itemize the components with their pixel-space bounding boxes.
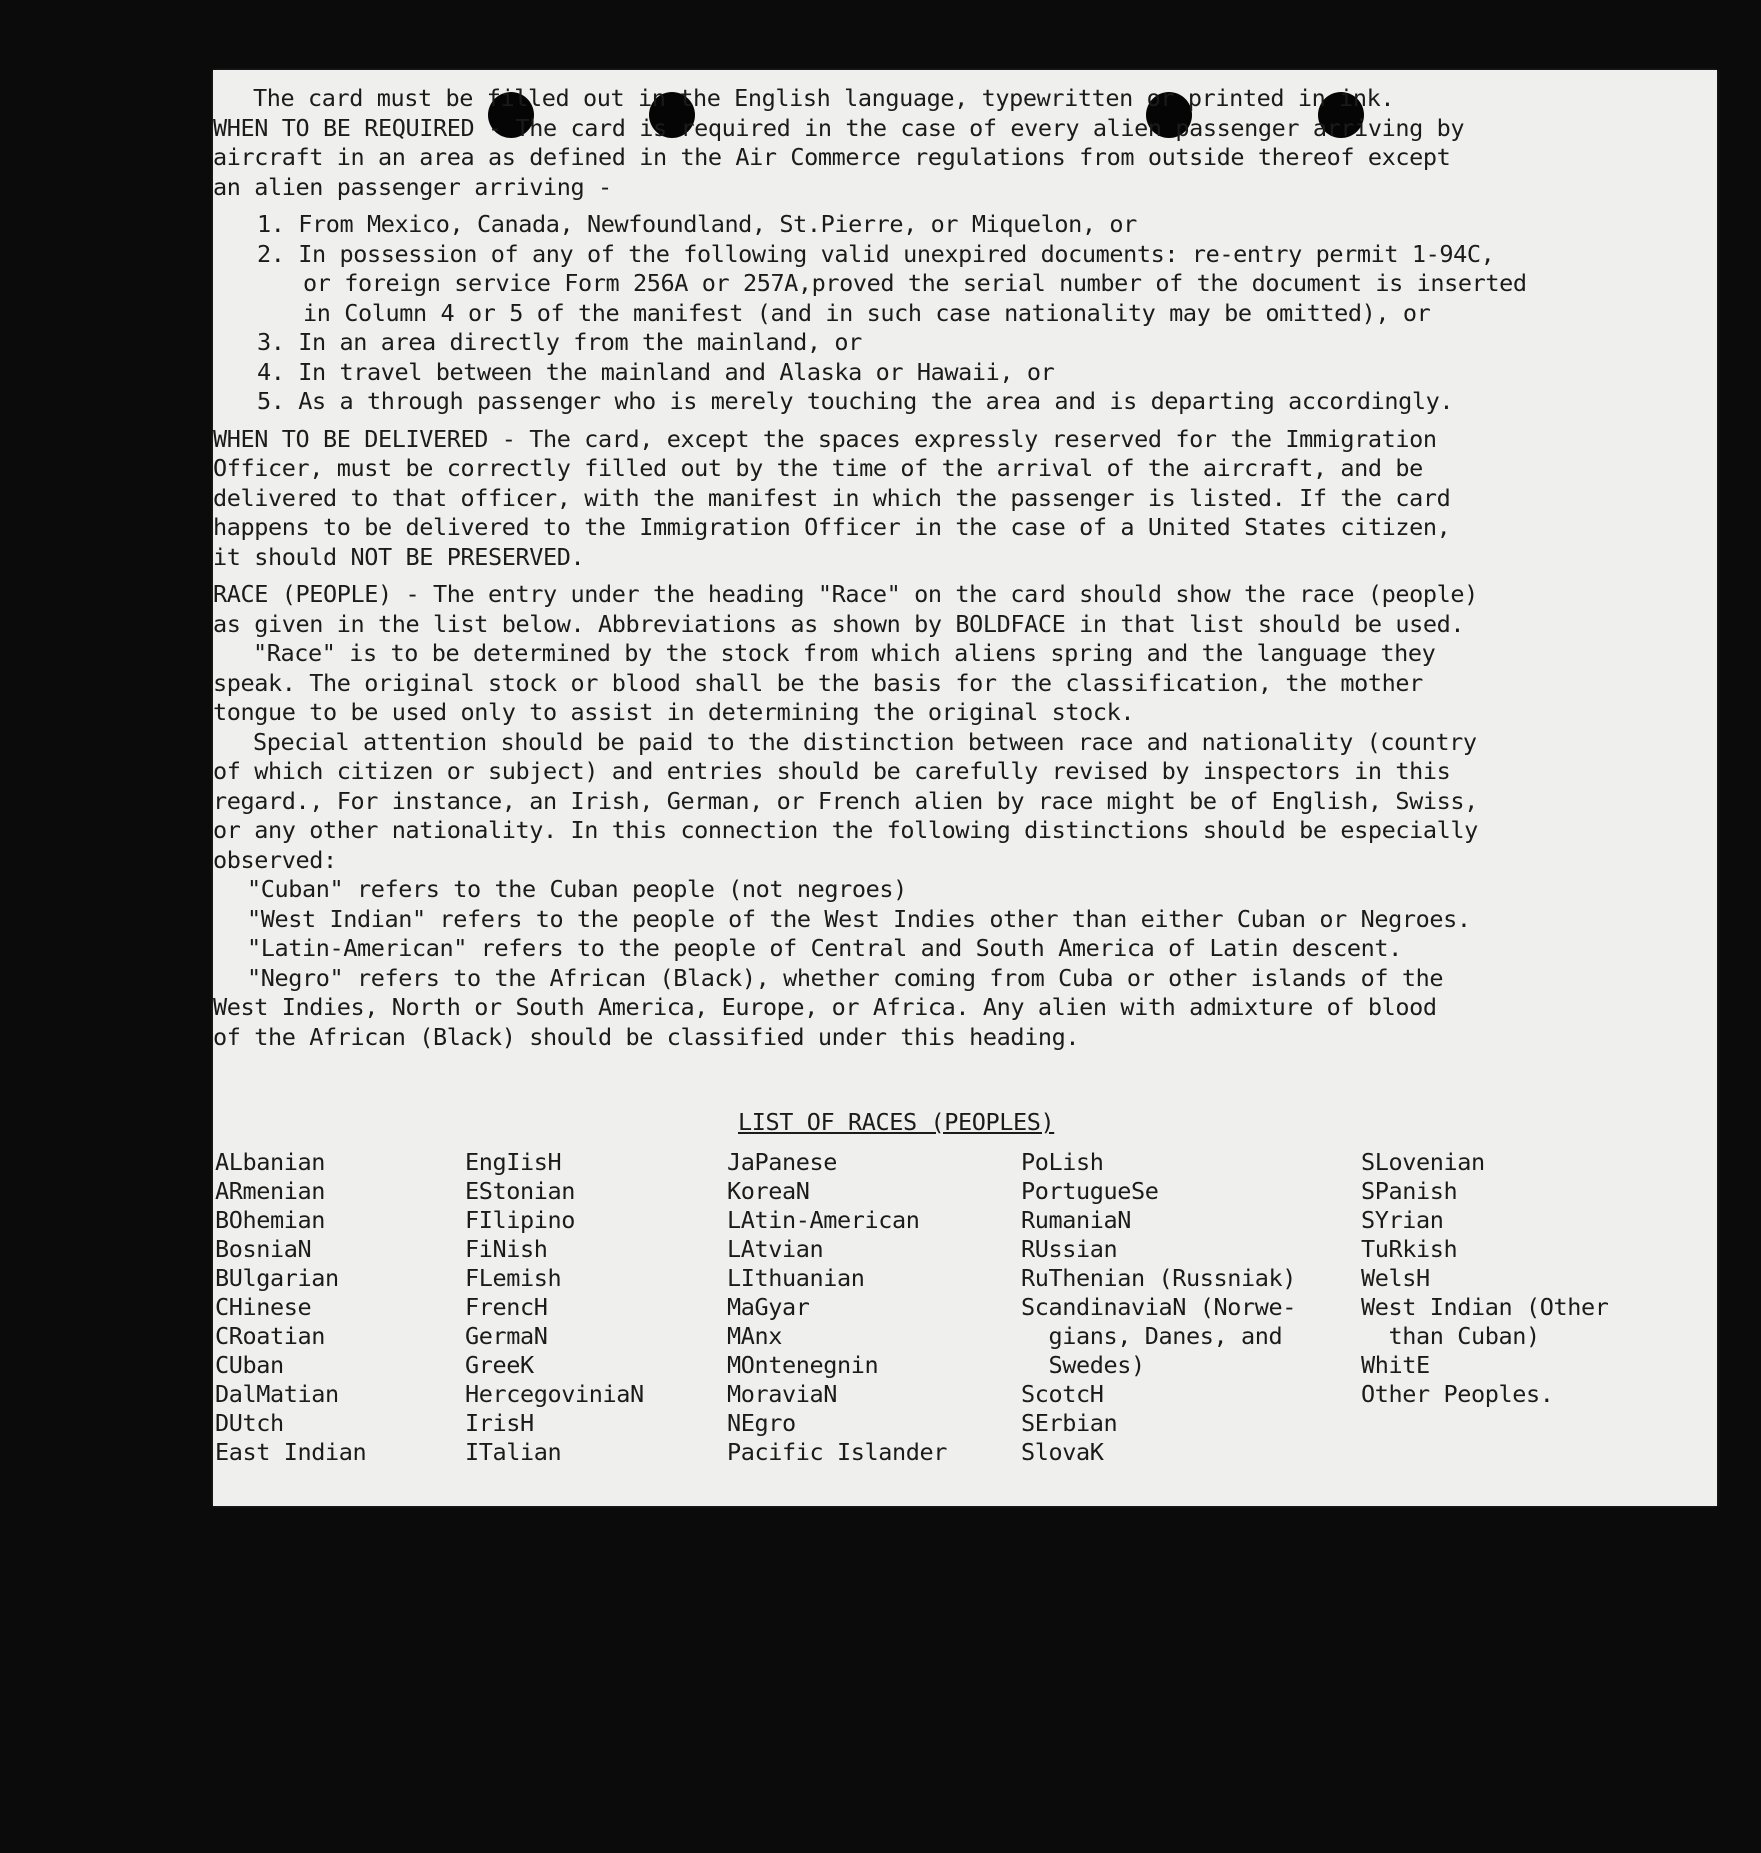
delivered-text: Officer, must be correctly filled out by the time of the arrival of the aircraft, and be (213, 454, 1423, 482)
race-entry: IrisH (465, 1409, 534, 1437)
race-entry: JaPanese (727, 1148, 837, 1176)
race-entry: CUban (215, 1351, 284, 1379)
race-entry: MAnx (727, 1322, 782, 1350)
exception-2-cont: or foreign service Form 256A or 257A,proved the serial number of the document is inserted (303, 269, 1527, 297)
race-entry: EStonian (465, 1177, 575, 1205)
race-entry: GreeK (465, 1351, 534, 1379)
race-entry: GermaN (465, 1322, 548, 1350)
race-text: of which citizen or subject) and entries should be carefully revised by inspectors in this (213, 757, 1451, 785)
race-entry: MaGyar (727, 1293, 810, 1321)
races-column-5 (1361, 1148, 1608, 1409)
race-heading: RACE (PEOPLE) - The entry under the heading "Race" on the card should show the race (people) (213, 580, 1478, 608)
race-text: observed: (213, 845, 337, 874)
race-entry: FIlipino (465, 1206, 575, 1234)
race-text: Special attention should be paid to the distinction between race and nationality (country (253, 727, 1477, 756)
race-definition: "Negro" refers to the African (Black), whether coming from Cuba or other islands of the (247, 963, 1444, 992)
race-entry: RUssian (1021, 1235, 1118, 1263)
races-column-2 (465, 1148, 644, 1467)
race-entry: SPanish (1361, 1177, 1458, 1205)
race-entry: SYrian (1361, 1206, 1444, 1234)
document-sheet (213, 70, 1717, 1506)
race-entry: FLemish (465, 1264, 562, 1292)
race-entry: LAtvian (727, 1235, 824, 1263)
race-entry: Swedes) (1021, 1351, 1145, 1379)
race-text: speak. The original stock or blood shall be the basis for the classification, the mother (213, 668, 1423, 697)
race-text: tongue to be used only to assist in determining the original stock. (213, 698, 1135, 726)
race-text: as given in the list below. Abbreviations as shown by BOLDFACE in that list should be used. (213, 609, 1465, 638)
race-text: or any other nationality. In this connection the following distinctions should be especially (213, 816, 1478, 844)
race-definition: "Cuban" refers to the Cuban people (not negroes) (247, 875, 907, 903)
race-entry: WhitE (1361, 1351, 1430, 1379)
race-definition: "Latin-American" refers to the people of Central and South America of Latin descent. (247, 934, 1402, 962)
races-list-title: LIST OF RACES (PEOPLES) (738, 1108, 1055, 1136)
race-entry: WelsH (1361, 1264, 1430, 1292)
race-entry: gians, Danes, and (1021, 1322, 1283, 1350)
race-entry: West Indian (Other (1361, 1293, 1609, 1321)
race-entry: RuThenian (Russniak) (1021, 1264, 1296, 1292)
race-entry: EngIisH (465, 1148, 562, 1176)
delivered-text: delivered to that officer, with the manifest in which the passenger is listed. If the card (213, 483, 1451, 512)
race-entry: SErbian (1021, 1409, 1118, 1437)
exception-3: 3. In an area directly from the mainland, or (257, 328, 862, 356)
instructions-text (213, 84, 1677, 1052)
required-text: aircraft in an area as defined in the Air Commerce regulations from outside thereof except (213, 143, 1451, 171)
race-entry: ScandinaviaN (Norwe- (1021, 1293, 1296, 1321)
race-entry: ALbanian (215, 1148, 325, 1176)
race-entry: SLovenian (1361, 1148, 1485, 1176)
exception-2: 2. In possession of any of the following valid unexpired documents: re-entry permit 1-94C, (257, 239, 1495, 268)
race-entry: FrencH (465, 1293, 548, 1321)
race-entry: CHinese (215, 1293, 312, 1321)
race-entry: ARmenian (215, 1177, 325, 1205)
races-column-1 (215, 1148, 366, 1467)
race-entry: MoraviaN (727, 1380, 837, 1408)
race-entry: BUlgarian (215, 1264, 339, 1292)
race-entry: PoLish (1021, 1148, 1104, 1176)
race-entry: CRoatian (215, 1322, 325, 1350)
intro-line: The card must be filled out in the English language, typewritten or printed in ink. (253, 84, 1395, 112)
race-entry: Pacific Islander (727, 1438, 947, 1466)
race-entry: LAtin-American (727, 1206, 920, 1234)
race-entry: NEgro (727, 1409, 796, 1437)
race-entry: HercegoviniaN (465, 1380, 644, 1408)
races-list (213, 1108, 1717, 1498)
race-definition: West Indies, North or South America, Europe, or Africa. Any alien with admixture of blood (213, 993, 1437, 1021)
delivered-text: happens to be delivered to the Immigration Officer in the case of a United States citizen, (213, 513, 1451, 541)
race-text: regard., For instance, an Irish, German, or French alien by race might be of English, Swiss, (213, 786, 1478, 815)
race-entry: MOntenegnin (727, 1351, 879, 1379)
exception-2-cont: in Column 4 or 5 of the manifest (and in such case nationality may be omitted), or (303, 298, 1431, 327)
races-column-3 (727, 1148, 947, 1467)
delivered-heading: WHEN TO BE DELIVERED - The card, except the spaces expressly reserved for the Immigration (213, 424, 1437, 453)
race-entry: TuRkish (1361, 1235, 1458, 1263)
delivered-text: it should NOT BE PRESERVED. (213, 542, 585, 571)
exception-1: 1. From Mexico, Canada, Newfoundland, St.Pierre, or Miquelon, or (257, 210, 1137, 238)
race-entry: SlovaK (1021, 1438, 1104, 1466)
race-text: "Race" is to be determined by the stock from which aliens spring and the language they (253, 639, 1436, 667)
race-entry: RumaniaN (1021, 1206, 1131, 1234)
race-definition: of the African (Black) should be classified under this heading. (213, 1022, 1080, 1051)
race-entry: ScotcH (1021, 1380, 1104, 1408)
race-definition: "West Indian" refers to the people of the West Indies other than either Cuban or Negroes. (247, 904, 1471, 933)
race-entry: PortugueSe (1021, 1177, 1159, 1205)
race-entry: LIthuanian (727, 1264, 865, 1292)
race-entry: BosniaN (215, 1235, 312, 1263)
exception-5: 5. As a through passenger who is merely touching the area and is departing accordingly. (257, 387, 1454, 415)
race-entry: DalMatian (215, 1380, 339, 1408)
race-entry: FiNish (465, 1235, 548, 1263)
race-entry: DUtch (215, 1409, 284, 1437)
race-entry: Other Peoples. (1361, 1380, 1554, 1408)
required-heading: WHEN TO BE REQUIRED - The card is required in the case of every alien passenger arriving by (213, 113, 1465, 142)
race-entry: East Indian (215, 1438, 367, 1466)
race-entry: than Cuban) (1361, 1322, 1540, 1350)
required-text: an alien passenger arriving - (213, 172, 612, 201)
race-entry: ITalian (465, 1438, 562, 1466)
races-column-4 (1021, 1148, 1296, 1467)
race-entry: KoreaN (727, 1177, 810, 1205)
exception-4: 4. In travel between the mainland and Alaska or Hawaii, or (257, 357, 1055, 386)
race-entry: BOhemian (215, 1206, 325, 1234)
